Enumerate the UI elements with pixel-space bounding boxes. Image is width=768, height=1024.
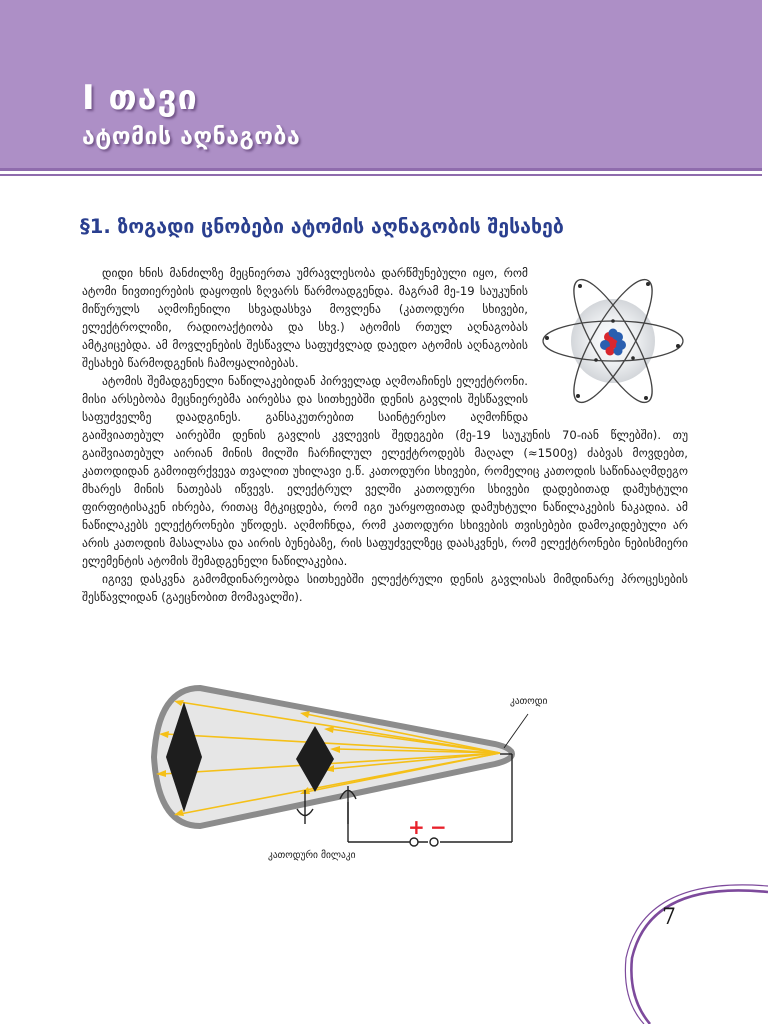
page-number: 7 [662, 905, 676, 930]
paragraph-3: იგივე დასკვნა გამომდინარეობდა სითხეებში ელექტრული დენის გავლისას მიმდინარე პროცესების შესწავლიდან (გაეცნობით მომავალში). [82, 572, 688, 604]
terminal-contact [430, 838, 438, 846]
tube-caption: კათოდური მილაკი [268, 850, 356, 861]
page-corner-arc [620, 880, 768, 1024]
header-divider-line [0, 168, 762, 171]
chapter-title: ატომის აღნაგობა [82, 124, 301, 150]
paragraph-2: ატომის შემადგენელი ნაწილაკებიდან პირველად აღმოაჩინეს ელექტრონი. მისი არსებობა მეცნიერებმა აირებსა და სითხეებში დენის გავლის შესწავლის საფუძველზე დაადგინეს. განსაკუთრებით საინტერესო აღმოჩნდა გაიშვიათებულ აირებში დენის გავლის კვლევის შედეგები (მე-19 საუკუნის 70-იან წლებში). თუ გაიშვიათებულ აირიან მინის მილში ჩარჩილულ ელექტროდებს მაღალ (≈1500ვ) ძაბვას მოვდებთ, კათოდიდან გამოიფრქვევა თვალით უხილავი ე.წ. კათოდური სხივები, რომელიც კათოდის საწინააღმდეგო მხარეს მინის ნათებას იწვევს. ელექტრულ ველში კათოდური სხივები დადებითად დამუხტული ფირფიტისაკენ იხრება, რითაც მტკიცდება, რომ იგი უარყოფითად დამუხტული ნაწილაკების ნაკადია. ამ ნაწილაკებს ელექტრონები უწოდეს. აღმოჩნდა, რომ კათოდური სხივების თვისებები დამოკიდებული არ არის კათოდის მასალასა და აირის ბუნებაზე, რის საფუძველზეც დაასკვნეს, რომ ელექტრონები ნებისმიერი ელემენტის ატომის შემადგენელი ნაწილაკებია. [82, 374, 688, 568]
terminal-contact [410, 838, 418, 846]
atom-model-illustration [538, 276, 688, 406]
cathode-label: კათოდი [510, 696, 548, 707]
chapter-number: I თავი [82, 78, 198, 118]
header-divider-line-thin [0, 174, 762, 176]
minus-sign: − [430, 815, 447, 839]
plus-sign: + [408, 815, 425, 839]
cathode-label-leader [504, 714, 528, 748]
paragraph-1: დიდი ხნის მანძილზე მეცნიერთა უმრავლესობა დარწმუნებული იყო, რომ ატომი ნივთიერების დაყოფის ზღვარს წარმოადგენდა. მაგრამ მე-19 საუკუნის მიწურულს აღმოჩენილი სხვადასხვა მოვლენა (კათოდური სხივები, ელექტროლიზი, რადიოაქტიობა და სხვ.) ატომის რთულ აღნაგობას ამტკიცებდა. ამ მოვლენების შესწავლა საფუძვლად დაედო ატომის აღნაგობის შესახებ წარმოდგენის ჩამოყალიბებას. [82, 266, 528, 370]
section-heading: §1. ზოგადი ცნობები ატომის აღნაგობის შესახებ [80, 215, 564, 238]
body-text [82, 264, 688, 606]
